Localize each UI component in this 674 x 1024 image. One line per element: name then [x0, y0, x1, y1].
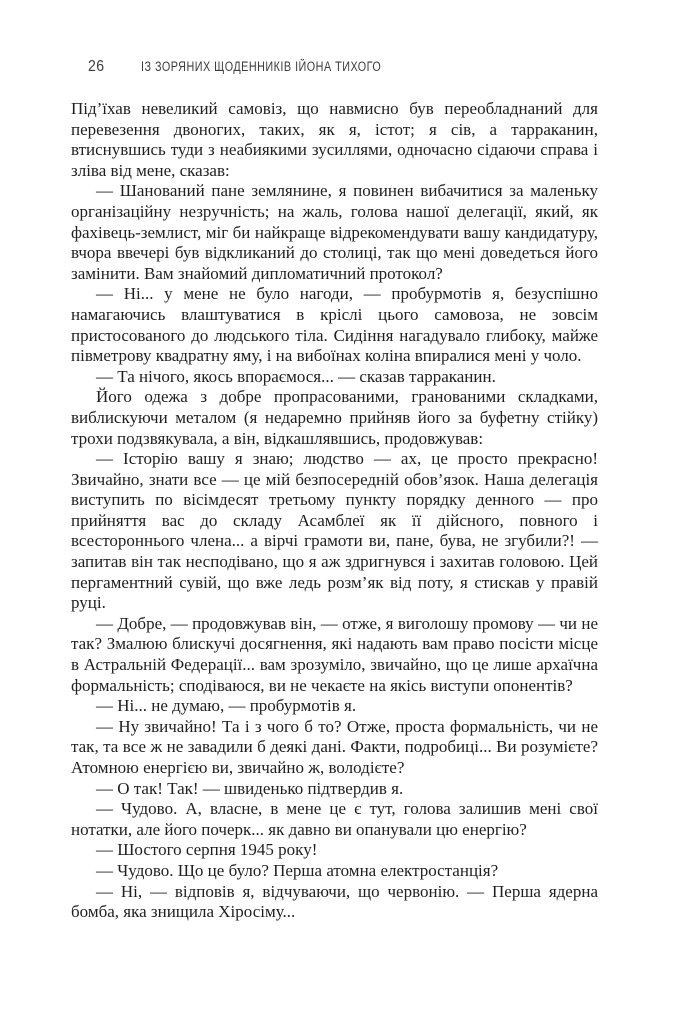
running-header — [88, 58, 441, 76]
running-title: ІЗ ЗОРЯНИХ ЩОДЕННИКІВ ІЙОНА ТИХОГО — [140, 59, 382, 74]
paragraph: Його одежа з добре пропрасованими, гранованими складками, виблискуючи металом (я недаремно прийняв його за буфетну стійку) трохи подзвякувала, а він, відкашлявшись, продовжував: — [71, 387, 598, 448]
paragraph: — Чудово. Що це було? Перша атомна електростанція? — [96, 860, 499, 880]
paragraph: Під’їхав невеликий самовіз, що навмисно був переобладнаний для перевезення двоногих, таких, як я, істот; я сів, а тарраканин, втиснувшись туди з неабиякими зусиллями, одночасно сідаючи справа і зліва від мене, сказав: — [71, 99, 598, 180]
paragraph: — Ну звичайно! Та і з чого б то? Отже, проста формальність, чи не так, та все ж не завадили б деякі дані. Факти, подробиці... Ви розумієте? Атомною енергією ви, звичайно ж, володієте? — [71, 716, 598, 777]
paragraph: — Ні, — відповів я, відчуваючи, що червонію. — Перша ядерна бомба, яка знищила Хіросіму... — [71, 881, 598, 922]
paragraph: — Шанований пане землянине, я повинен вибачитися за маленьку організаційну незручність; на жаль, голова нашої делегації, який, як фахівець-землист, міг би найкраще відрекомендувати вашу кандидатуру, вчора ввечері був відкликаний до столиці, так що мені доведеться його замінити. Вам знайомий дипломатичний протокол? — [71, 181, 598, 283]
paragraph: — Ні... у мене не було нагоди, — пробурмотів я, безуспішно намагаючись влаштуватися в кріслі цього самовоза, не зовсім пристосованого до людського тіла. Сидіння нагадувало глибоку, майже півметрову квадратну яму, і на вибоїнах коліна впиралися мені у чоло. — [71, 284, 598, 366]
paragraph: — Та нічого, якось впораємося... — сказав тарраканин. — [96, 366, 496, 386]
paragraph: — О так! Так! — швиденько підтвердив я. — [96, 778, 404, 798]
paragraph: — Добре, — продовжував він, — отже, я виголошу промову — чи не так? Змалюю блискучі досягнення, які надають вам право посісти місце в Астральній Федерації... вам зрозуміло, звичайно, що це лише архаїчна формальність; сподіваюся, ви не чекаєте на якісь виступи опонентів? — [71, 613, 598, 695]
body-text — [71, 99, 598, 923]
page-number: 26 — [88, 58, 105, 75]
paragraph: — Історію вашу я знаю; людство — ах, це просто прекрасно! Звичайно, знати все — це мій безпосередній обов’язок. Наша делегація виступить по вісімдесят третьому пункту порядку денного — про прийняття вас до складу Асамблеї як її дійсного, повного і всестороннього члена... а вірчі грамоти ви, пане, бува, не згубили?! — запитав він так несподівано, що я аж здригнувся і захитав головою. Цей пергаментний сувій, що вже ледь розм’як від поту, я стискав у правій руці. — [71, 449, 598, 613]
paragraph: — Чудово. А, власне, в мене це є тут, голова залишив мені свої нотатки, але його почерк... як давно ви опанували цю енергію? — [71, 799, 598, 839]
paragraph: — Ні... не думаю, — пробурмотів я. — [96, 696, 357, 716]
paragraph: — Шостого серпня 1945 року! — [96, 840, 318, 860]
